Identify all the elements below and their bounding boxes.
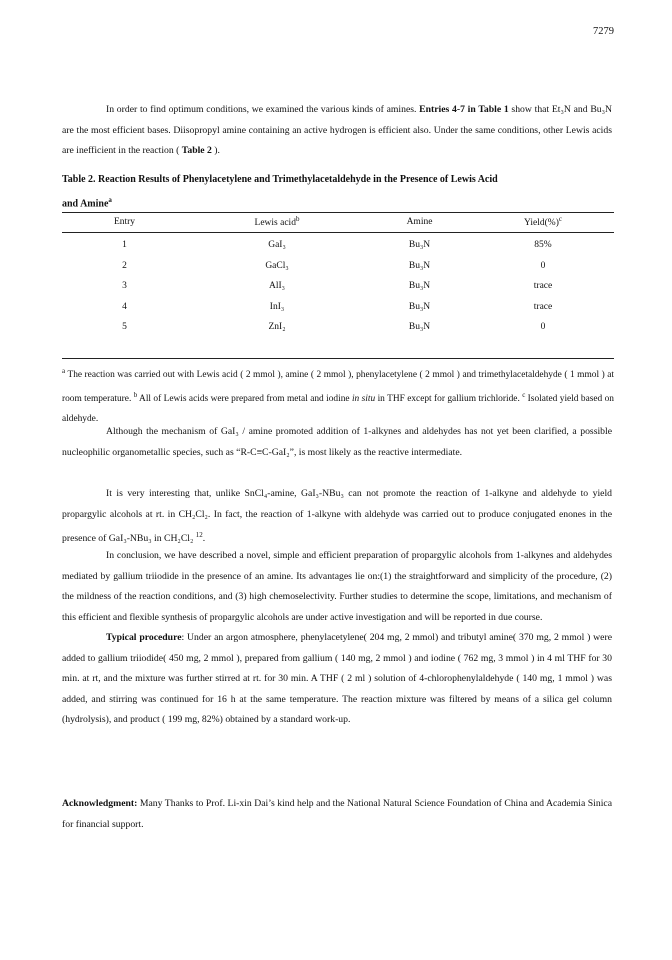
footnote-text: Isolated yield based on aldehyde. bbox=[62, 394, 614, 425]
header-yield bbox=[472, 213, 614, 231]
header-text: Yield(%) bbox=[524, 218, 559, 229]
header-entry: Entry bbox=[113, 217, 136, 227]
cell-lewis-acid: GaI₃ bbox=[268, 240, 286, 251]
footnote-mark: c bbox=[558, 215, 562, 224]
footnote-text: in THF except for gallium trichloride. bbox=[375, 394, 523, 405]
caption-line: and Amine bbox=[62, 198, 109, 210]
table-row bbox=[62, 276, 614, 297]
cell-amine: Bu₃N bbox=[408, 281, 431, 292]
text: : Under an argon atmosphere, phenylacetylene( 204 mg, 2 mmol) and tributyl amine( 370 mg, 2 mmol ) were added to gallium triiodide( 450 mg, 2 mmol ), prepared from gallium ( 140 mg, 2 mmol ) and iodine ( 762 mg, 3 mmol ) in 4 ml THF for 30 min. at rt, and the mixture was further stirred at rt. for 30 min. A THF ( 2 ml ) solution of 4-chlorophenylaldehyde ( 140 mg, 1 mmol ) was added, and stirring was continued for 16 h at the same temperature. The reaction mixture was filtered by means of a silica gel column (hydrolysis), and product ( 199 mg, 82%) obtained by a standard work-up. bbox=[62, 632, 612, 725]
text: show that Et₃N and Bu₃N are the most efficient bases. Diisopropyl amine containing an active hydrogen is efficient also. Under the same conditions, other Lewis acids are inefficient in the reaction ( bbox=[62, 104, 612, 156]
table-2 bbox=[62, 213, 614, 338]
cell-lewis-acid: InI₃ bbox=[269, 301, 285, 312]
footnote-text: The reaction was carried out with Lewis acid ( 2 mmol ), amine ( 2 mmol ), phenylacetylene ( 2 mmol ) and trimethylacetaldehyde ( 1 mmol ) at room temperature. bbox=[62, 370, 614, 405]
table-row bbox=[62, 317, 614, 338]
cell-yield: 0 bbox=[540, 260, 546, 271]
bold-text: Entries 4-7 in Table 1 bbox=[419, 104, 509, 115]
paragraph-conclusion: In conclusion, we have described a novel, simple and efficient preparation of propargylic alcohols from 1-alkynes and aldehydes mediated by gallium triiodide in the presence of an amine. Its advantages lie on:(1) the straightforward and simplicity of the procedure, (2) the mildness of the reaction conditions, and (3) high chemoselectivity. Further studies to determine the scope, limitations, and mechanism of this efficient and flexible synthesis of propargylic alcohols are under active investigation and will be reported in due course. bbox=[62, 550, 612, 623]
cell-lewis-acid: AlI₃ bbox=[269, 281, 285, 292]
paragraph-mechanism: Although the mechanism of GaI₃ / amine promoted addition of 1-alkynes and aldehydes has not yet been clarified, a possible nucleophilic organometallic species, such as “R-C≡C-GaI₂”, is most likely as the reactive intermediate. bbox=[62, 426, 612, 458]
cell-amine: Bu₃N bbox=[408, 322, 431, 333]
footnote-mark: c bbox=[522, 391, 526, 400]
footnote-italic: in situ bbox=[351, 394, 376, 405]
reference-mark: 12 bbox=[195, 531, 203, 539]
table-row bbox=[62, 256, 614, 277]
table-bottom-rule bbox=[62, 358, 614, 359]
cell-entry: 5 bbox=[122, 322, 127, 333]
header-text: Lewis acid bbox=[254, 218, 296, 229]
cell-entry: 2 bbox=[122, 260, 127, 271]
header-amine: Amine bbox=[406, 217, 433, 227]
cell-yield: trace bbox=[533, 281, 553, 292]
table-caption bbox=[62, 170, 614, 214]
text: . bbox=[202, 533, 206, 545]
table-header-row bbox=[62, 213, 614, 231]
acknowledgment bbox=[62, 794, 612, 835]
table-footnote bbox=[62, 361, 614, 429]
paragraph-amines bbox=[62, 100, 612, 162]
cell-lewis-acid: ZnI₂ bbox=[268, 322, 286, 333]
cell-amine: Bu₃N bbox=[408, 240, 431, 251]
cell-yield: 85% bbox=[534, 240, 552, 251]
footnote-mark: b bbox=[133, 391, 138, 400]
footnote-text: All of Lewis acids were prepared from metal and iodine bbox=[137, 394, 352, 405]
text: In order to find optimum conditions, we examined the various kinds of amines. bbox=[106, 104, 420, 115]
text: It is very interesting that, unlike SnCl₄-amine, GaI₃-NBu₃ can not promote the reaction of 1-alkyne and aldehyde to yield propargylic alcohols at rt. in CH₂Cl₂. In fact, the reaction of 1-alkyne with aldehyde was carried out to produce conjugated enones in the presence of GaI₃-NBu₃ in CH₂Cl₂ bbox=[62, 488, 612, 545]
cell-amine: Bu₃N bbox=[408, 301, 431, 312]
text: Many Thanks to Prof. Li-xin Dai’s kind help and the National Natural Science Foundation of China and Academia Sinica for financial support. bbox=[62, 798, 612, 830]
table-row bbox=[62, 297, 614, 318]
cell-amine: Bu₃N bbox=[408, 260, 431, 271]
cell-entry: 3 bbox=[122, 281, 127, 292]
footnote-mark: b bbox=[295, 215, 300, 224]
paragraph-procedure bbox=[62, 628, 612, 731]
page-number: 7279 bbox=[593, 26, 614, 37]
header-lewis-acid bbox=[187, 213, 367, 231]
paragraph-sncl4 bbox=[62, 484, 612, 550]
footnote-mark: a bbox=[108, 196, 112, 204]
cell-entry: 1 bbox=[122, 240, 127, 251]
text: ). bbox=[211, 145, 220, 156]
cell-lewis-acid: GaCl₃ bbox=[265, 260, 289, 271]
footnote-mark: a bbox=[62, 367, 66, 375]
bold-text: Table 2 bbox=[181, 145, 212, 156]
procedure-label: Typical procedure bbox=[106, 632, 182, 643]
table-row bbox=[62, 235, 614, 256]
cell-yield: 0 bbox=[540, 322, 546, 333]
caption-line: Table 2. Reaction Results of Phenylacetylene and Trimethylacetaldehyde in the Presence of Lewis Acid bbox=[62, 174, 498, 185]
acknowledgment-label: Acknowledgment: bbox=[62, 798, 138, 809]
cell-yield: trace bbox=[533, 301, 553, 312]
cell-entry: 4 bbox=[122, 301, 127, 312]
